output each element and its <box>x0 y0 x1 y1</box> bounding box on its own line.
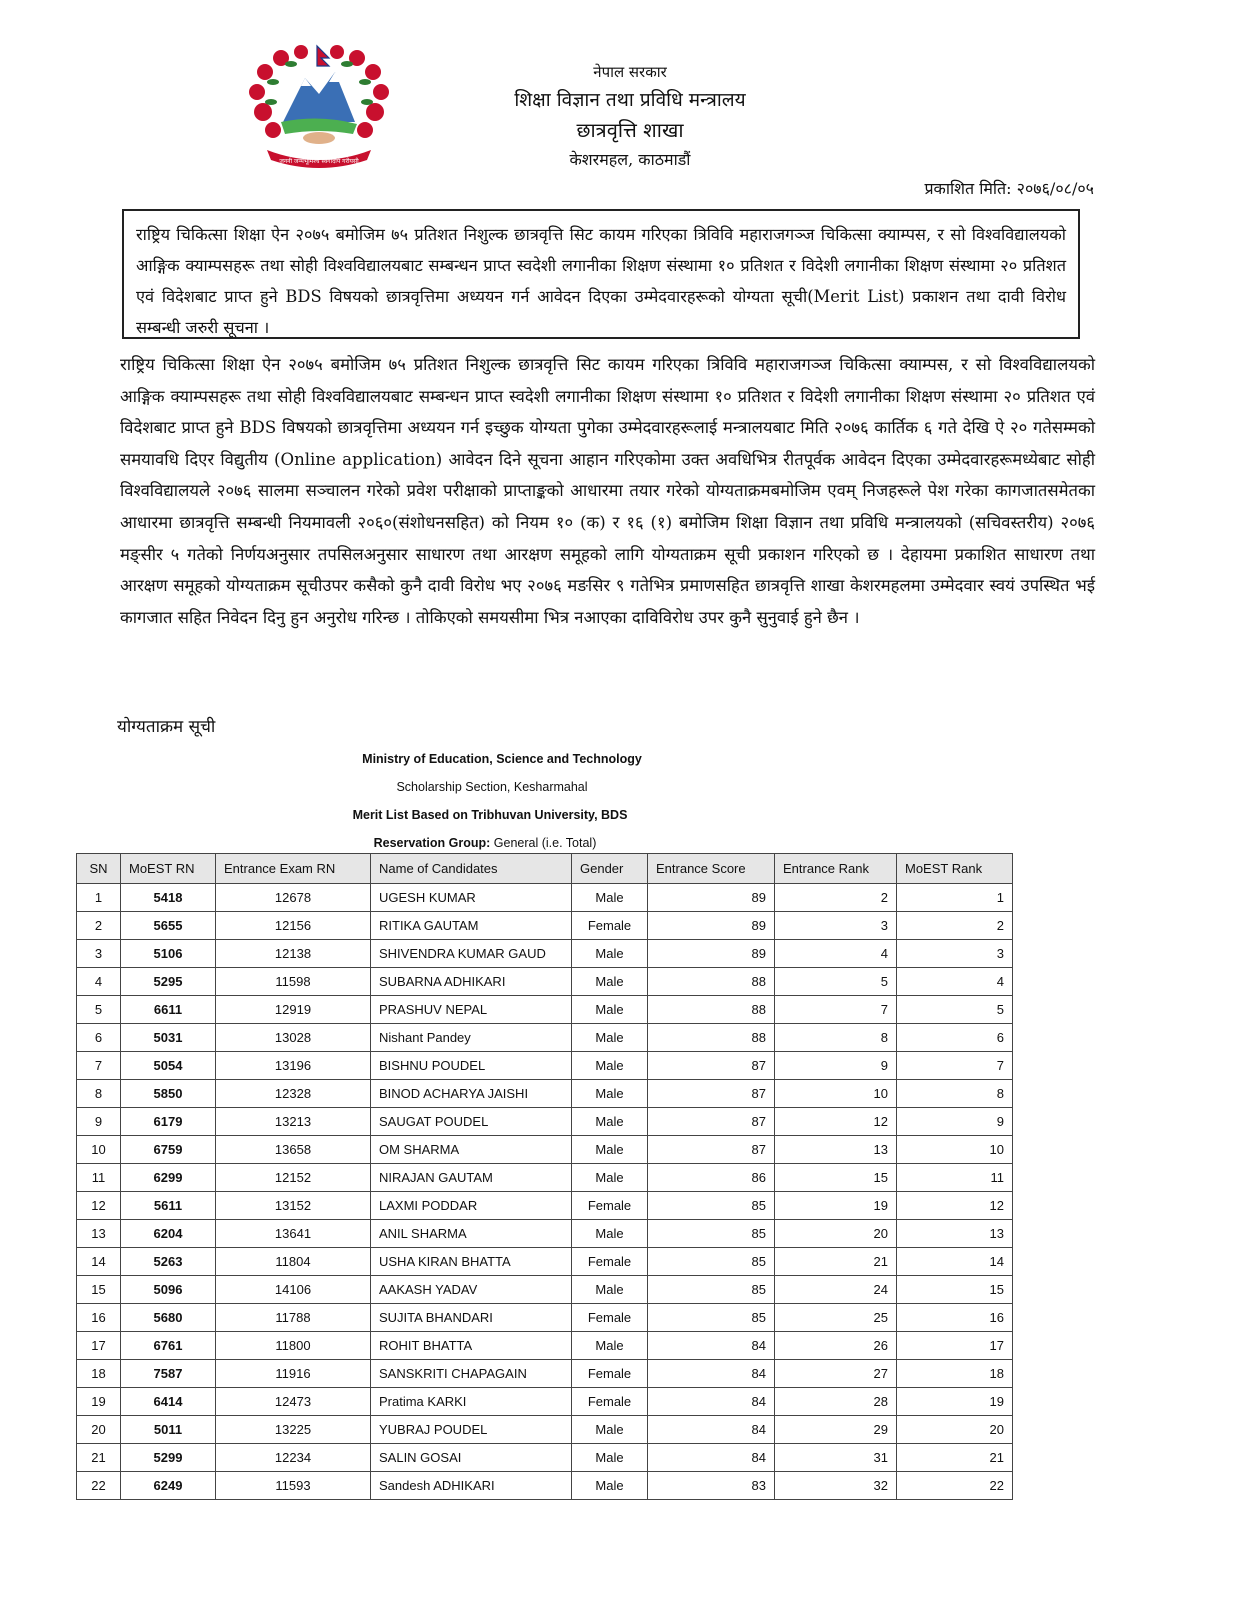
cell-gender: Female <box>572 1192 648 1220</box>
cell-score: 85 <box>648 1192 775 1220</box>
table-title: Merit List Based on Tribhuvan University, BDS <box>352 808 628 822</box>
cell-score: 85 <box>648 1276 775 1304</box>
col-moest-rank: MoEST Rank <box>897 854 1013 884</box>
cell-gender: Male <box>572 1332 648 1360</box>
cell-gender: Male <box>572 1052 648 1080</box>
cell-entrance-rank: 28 <box>775 1388 897 1416</box>
cell-entrance-rank: 2 <box>775 884 897 912</box>
cell-moest-rn: 6299 <box>121 1164 216 1192</box>
cell-score: 84 <box>648 1360 775 1388</box>
cell-name: SUJITA BHANDARI <box>371 1304 572 1332</box>
cell-name: RITIKA GAUTAM <box>371 912 572 940</box>
cell-gender: Female <box>572 1388 648 1416</box>
cell-gender: Male <box>572 1276 648 1304</box>
ministry-name: शिक्षा विज्ञान तथा प्रविधि मन्त्रालय <box>514 89 746 111</box>
table-row <box>77 1472 1013 1500</box>
cell-score: 85 <box>648 1220 775 1248</box>
cell-score: 84 <box>648 1332 775 1360</box>
cell-moest-rn: 6204 <box>121 1220 216 1248</box>
cell-moest-rn: 6611 <box>121 996 216 1024</box>
cell-score: 85 <box>648 1248 775 1276</box>
cell-moest-rank: 18 <box>897 1360 1013 1388</box>
cell-moest-rank: 14 <box>897 1248 1013 1276</box>
cell-name: BISHNU POUDEL <box>371 1052 572 1080</box>
table-row <box>77 940 1013 968</box>
cell-moest-rn: 6249 <box>121 1472 216 1500</box>
table-row <box>77 1192 1013 1220</box>
cell-name: LAXMI PODDAR <box>371 1192 572 1220</box>
cell-moest-rank: 19 <box>897 1388 1013 1416</box>
cell-entrance-rank: 20 <box>775 1220 897 1248</box>
nepal-emblem-icon <box>243 42 395 170</box>
cell-entrance-rank: 5 <box>775 968 897 996</box>
cell-moest-rank: 6 <box>897 1024 1013 1052</box>
cell-gender: Male <box>572 1164 648 1192</box>
cell-sn: 10 <box>77 1136 121 1164</box>
published-date: प्रकाशित मिति: २०७६/०८/०५ <box>924 179 1094 198</box>
cell-entrance-rn: 13213 <box>216 1108 371 1136</box>
col-score: Entrance Score <box>648 854 775 884</box>
cell-sn: 22 <box>77 1472 121 1500</box>
cell-moest-rank: 1 <box>897 884 1013 912</box>
cell-entrance-rn: 12473 <box>216 1388 371 1416</box>
cell-entrance-rn: 12156 <box>216 912 371 940</box>
cell-moest-rn: 7587 <box>121 1360 216 1388</box>
cell-gender: Male <box>572 1136 648 1164</box>
cell-moest-rn: 5031 <box>121 1024 216 1052</box>
cell-entrance-rn: 13152 <box>216 1192 371 1220</box>
cell-sn: 13 <box>77 1220 121 1248</box>
cell-entrance-rank: 24 <box>775 1276 897 1304</box>
table-row <box>77 1444 1013 1472</box>
cell-entrance-rn: 11916 <box>216 1360 371 1388</box>
cell-score: 88 <box>648 996 775 1024</box>
cell-gender: Male <box>572 996 648 1024</box>
table-row <box>77 1416 1013 1444</box>
cell-moest-rank: 12 <box>897 1192 1013 1220</box>
cell-sn: 12 <box>77 1192 121 1220</box>
cell-entrance-rank: 7 <box>775 996 897 1024</box>
cell-name: SAUGAT POUDEL <box>371 1108 572 1136</box>
cell-sn: 3 <box>77 940 121 968</box>
cell-gender: Male <box>572 884 648 912</box>
cell-entrance-rank: 10 <box>775 1080 897 1108</box>
table-row <box>77 1388 1013 1416</box>
cell-name: OM SHARMA <box>371 1136 572 1164</box>
cell-moest-rn: 5655 <box>121 912 216 940</box>
col-name: Name of Candidates <box>371 854 572 884</box>
cell-score: 84 <box>648 1388 775 1416</box>
cell-entrance-rn: 13225 <box>216 1416 371 1444</box>
cell-entrance-rank: 31 <box>775 1444 897 1472</box>
cell-name: ROHIT BHATTA <box>371 1332 572 1360</box>
cell-score: 88 <box>648 968 775 996</box>
notice-box <box>122 209 1080 339</box>
cell-entrance-rank: 13 <box>775 1136 897 1164</box>
cell-sn: 4 <box>77 968 121 996</box>
cell-sn: 9 <box>77 1108 121 1136</box>
cell-score: 84 <box>648 1444 775 1472</box>
cell-moest-rank: 21 <box>897 1444 1013 1472</box>
cell-gender: Male <box>572 1220 648 1248</box>
cell-sn: 1 <box>77 884 121 912</box>
cell-moest-rank: 10 <box>897 1136 1013 1164</box>
cell-moest-rank: 20 <box>897 1416 1013 1444</box>
cell-sn: 21 <box>77 1444 121 1472</box>
cell-entrance-rn: 13196 <box>216 1052 371 1080</box>
cell-moest-rank: 8 <box>897 1080 1013 1108</box>
cell-entrance-rn: 11598 <box>216 968 371 996</box>
cell-moest-rn: 5418 <box>121 884 216 912</box>
cell-entrance-rank: 19 <box>775 1192 897 1220</box>
cell-entrance-rn: 11788 <box>216 1304 371 1332</box>
cell-entrance-rn: 13658 <box>216 1136 371 1164</box>
cell-entrance-rn: 11593 <box>216 1472 371 1500</box>
col-entrance-rn: Entrance Exam RN <box>216 854 371 884</box>
cell-gender: Female <box>572 1248 648 1276</box>
cell-sn: 16 <box>77 1304 121 1332</box>
table-row <box>77 1248 1013 1276</box>
cell-sn: 15 <box>77 1276 121 1304</box>
cell-sn: 8 <box>77 1080 121 1108</box>
cell-name: PRASHUV NEPAL <box>371 996 572 1024</box>
col-gender: Gender <box>572 854 648 884</box>
cell-gender: Male <box>572 1080 648 1108</box>
cell-entrance-rn: 13641 <box>216 1220 371 1248</box>
cell-score: 86 <box>648 1164 775 1192</box>
notice-body-text: राष्ट्रिय चिकित्सा शिक्षा ऐन २०७५ बमोजिम ७५ प्रतिशत निशुल्क छात्रवृत्ति सिट कायम गरिएका त्रिविवि महाराजगञ्ज चिकित्सा क्याम्पस, र सो विश्वविद्यालयको आङ्गिक क्याम्पसहरू तथा सोही विश्वविद्यालयबाट सम्बन्धन प्राप्त स्वदेशी लगानीका शिक्षण संस्थामा १० प्रतिशत र विदेशी लगानीका शिक्षण संस्थामा २० प्रतिशत एवं विदेशबाट प्राप्त हुने BDS विषयको छात्रवृत्तिमा अध्ययन गर्न इच्छुक योग्यता पुगेका उम्मेदवारहरूलाई मन्त्रालयबाट मिति २०७६ कार्तिक ६ गते देखि ऐ २० गतेसम्मको समयावधि दिएर विद्युतीय (Online application) आवेदन दिने सूचना आहान गरिएकोमा उक्त अवधिभित्र रीतपूर्वक आवेदन दिएका उम्मेदवारहरूमध्येबाट सोही विश्वविद्यालयले २०७६ सालमा सञ्चालन गरेको प्रवेश परीक्षाको प्राप्ताङ्कको आधारमा तयार गरेको योग्यताक्रमबमोजिम एवम् निजहरूले पेश गरेका कागजातसमेतका आधारमा छात्रवृत्ति सम्बन्धी नियमावली २०६०(संशोधनसहित) को नियम १० (क) र १६ (१) बमोजिम शिक्षा विज्ञान तथा प्रविधि मन्त्रालयको (सचिवस्तरीय) २०७६ मङ्सीर ५ गतेको निर्णयअनुसार तपसिलअनुसार साधारण तथा आरक्षण समूहको लागि योग्यताक्रम सूची प्रकाशन गरिएको छ । देहायमा प्रकाशित साधारण तथा आरक्षण समूहको योग्यताक्रम सूचीउपर कसैको कुनै दावी विरोध भए २०७६ मङसिर ९ गतेभित्र प्रमाणसहित छात्रवृत्ति शाखा केशरमहलमा उम्मेदवार स्वयं उपस्थित भई कागजात सहित निवेदन दिनु हुन अनुरोध गरिन्छ । तोकिएको समयसीमा भित्र नआएका दाविविरोध उपर कुनै सुनुवाई हुने छैन । <box>120 355 1095 627</box>
cell-name: SANSKRITI CHAPAGAIN <box>371 1360 572 1388</box>
cell-entrance-rank: 27 <box>775 1360 897 1388</box>
cell-moest-rank: 7 <box>897 1052 1013 1080</box>
cell-gender: Male <box>572 1472 648 1500</box>
cell-gender: Male <box>572 1416 648 1444</box>
table-header-row <box>77 854 1013 884</box>
cell-name: Pratima KARKI <box>371 1388 572 1416</box>
merit-list-label: योग्यताक्रम सूची <box>117 717 216 737</box>
cell-entrance-rn: 12138 <box>216 940 371 968</box>
cell-moest-rank: 15 <box>897 1276 1013 1304</box>
cell-moest-rn: 5054 <box>121 1052 216 1080</box>
table-ministry: Ministry of Education, Science and Technology <box>362 752 642 766</box>
cell-name: USHA KIRAN BHATTA <box>371 1248 572 1276</box>
table-row <box>77 912 1013 940</box>
cell-moest-rank: 5 <box>897 996 1013 1024</box>
col-moest-rn: MoEST RN <box>121 854 216 884</box>
cell-moest-rank: 3 <box>897 940 1013 968</box>
cell-sn: 14 <box>77 1248 121 1276</box>
cell-sn: 11 <box>77 1164 121 1192</box>
cell-score: 83 <box>648 1472 775 1500</box>
cell-entrance-rank: 9 <box>775 1052 897 1080</box>
table-row <box>77 884 1013 912</box>
cell-sn: 20 <box>77 1416 121 1444</box>
cell-entrance-rank: 26 <box>775 1332 897 1360</box>
table-row <box>77 968 1013 996</box>
cell-entrance-rn: 12678 <box>216 884 371 912</box>
cell-moest-rn: 6761 <box>121 1332 216 1360</box>
cell-gender: Male <box>572 1444 648 1472</box>
cell-moest-rn: 5096 <box>121 1276 216 1304</box>
cell-moest-rn: 5263 <box>121 1248 216 1276</box>
cell-sn: 17 <box>77 1332 121 1360</box>
cell-score: 84 <box>648 1416 775 1444</box>
cell-moest-rank: 4 <box>897 968 1013 996</box>
cell-moest-rank: 17 <box>897 1332 1013 1360</box>
cell-score: 89 <box>648 912 775 940</box>
table-row <box>77 1024 1013 1052</box>
reservation-group-label: Reservation Group: <box>373 836 491 850</box>
cell-gender: Female <box>572 1304 648 1332</box>
cell-moest-rn: 5611 <box>121 1192 216 1220</box>
cell-entrance-rank: 29 <box>775 1416 897 1444</box>
cell-moest-rank: 2 <box>897 912 1013 940</box>
cell-name: Sandesh ADHIKARI <box>371 1472 572 1500</box>
cell-sn: 2 <box>77 912 121 940</box>
cell-entrance-rn: 11804 <box>216 1248 371 1276</box>
notice-body <box>120 349 1095 633</box>
table-row <box>77 1108 1013 1136</box>
cell-moest-rn: 5011 <box>121 1416 216 1444</box>
notice-title: राष्ट्रिय चिकित्सा शिक्षा ऐन २०७५ बमोजिम ७५ प्रतिशत निशुल्क छात्रवृत्ति सिट कायम गरिएका त्रिविवि महाराजगञ्ज चिकित्सा क्याम्पस, र सो विश्वविद्यालयको आङ्गिक क्याम्पसहरू तथा सोही विश्वविद्यालयबाट सम्बन्धन प्राप्त स्वदेशी लगानीका शिक्षण संस्थामा १० प्रतिशत र विदेशी लगानीका शिक्षण संस्थामा २० प्रतिशत एवं विदेशबाट प्राप्त हुने BDS विषयको छात्रवृत्तिमा अध्ययन गर्न आवेदन दिएका उम्मेदवारहरूको योग्यता सूची(Merit List) प्रकाशन तथा दावी विरोध सम्बन्धी जरुरी सूचना । <box>136 225 1066 337</box>
cell-moest-rn: 5299 <box>121 1444 216 1472</box>
cell-entrance-rank: 21 <box>775 1248 897 1276</box>
cell-moest-rank: 11 <box>897 1164 1013 1192</box>
cell-score: 87 <box>648 1080 775 1108</box>
cell-name: UGESH KUMAR <box>371 884 572 912</box>
cell-score: 89 <box>648 940 775 968</box>
cell-moest-rank: 13 <box>897 1220 1013 1248</box>
cell-name: YUBRAJ POUDEL <box>371 1416 572 1444</box>
cell-entrance-rank: 15 <box>775 1164 897 1192</box>
cell-entrance-rn: 12919 <box>216 996 371 1024</box>
cell-sn: 7 <box>77 1052 121 1080</box>
cell-moest-rn: 6179 <box>121 1108 216 1136</box>
cell-moest-rn: 5295 <box>121 968 216 996</box>
cell-entrance-rn: 14106 <box>216 1276 371 1304</box>
cell-score: 89 <box>648 884 775 912</box>
reservation-group-value: General (i.e. Total) <box>490 836 597 850</box>
table-row <box>77 1332 1013 1360</box>
govt-label: नेपाल सरकार <box>593 63 667 81</box>
table-section: Scholarship Section, Kesharmahal <box>396 780 588 794</box>
cell-gender: Female <box>572 1360 648 1388</box>
table-row <box>77 1360 1013 1388</box>
cell-name: AAKASH YADAV <box>371 1276 572 1304</box>
cell-gender: Male <box>572 940 648 968</box>
cell-moest-rank: 22 <box>897 1472 1013 1500</box>
cell-score: 85 <box>648 1304 775 1332</box>
cell-gender: Male <box>572 1024 648 1052</box>
cell-entrance-rank: 8 <box>775 1024 897 1052</box>
cell-moest-rn: 5106 <box>121 940 216 968</box>
cell-name: BINOD ACHARYA JAISHI <box>371 1080 572 1108</box>
cell-gender: Female <box>572 912 648 940</box>
cell-score: 88 <box>648 1024 775 1052</box>
cell-name: SUBARNA ADHIKARI <box>371 968 572 996</box>
cell-gender: Male <box>572 968 648 996</box>
cell-entrance-rank: 32 <box>775 1472 897 1500</box>
cell-name: SHIVENDRA KUMAR GAUD <box>371 940 572 968</box>
table-body <box>77 884 1013 1500</box>
cell-score: 87 <box>648 1136 775 1164</box>
address: केशरमहल, काठमाडौं <box>569 150 691 169</box>
section-name: छात्रवृत्ति शाखा <box>576 118 684 142</box>
cell-entrance-rank: 4 <box>775 940 897 968</box>
cell-score: 87 <box>648 1108 775 1136</box>
cell-moest-rank: 9 <box>897 1108 1013 1136</box>
cell-name: Nishant Pandey <box>371 1024 572 1052</box>
cell-entrance-rn: 12234 <box>216 1444 371 1472</box>
cell-moest-rn: 6414 <box>121 1388 216 1416</box>
table-row <box>77 996 1013 1024</box>
cell-entrance-rank: 25 <box>775 1304 897 1332</box>
cell-sn: 19 <box>77 1388 121 1416</box>
cell-entrance-rn: 12152 <box>216 1164 371 1192</box>
cell-entrance-rank: 3 <box>775 912 897 940</box>
table-row <box>77 1164 1013 1192</box>
col-sn: SN <box>77 854 121 884</box>
table-row <box>77 1052 1013 1080</box>
table-row <box>77 1080 1013 1108</box>
cell-moest-rn: 6759 <box>121 1136 216 1164</box>
table-row <box>77 1220 1013 1248</box>
merit-table <box>76 853 1013 1500</box>
cell-sn: 18 <box>77 1360 121 1388</box>
cell-moest-rank: 16 <box>897 1304 1013 1332</box>
table-row <box>77 1304 1013 1332</box>
cell-entrance-rn: 11800 <box>216 1332 371 1360</box>
cell-name: NIRAJAN GAUTAM <box>371 1164 572 1192</box>
cell-moest-rn: 5850 <box>121 1080 216 1108</box>
cell-entrance-rank: 12 <box>775 1108 897 1136</box>
cell-score: 87 <box>648 1052 775 1080</box>
cell-name: ANIL SHARMA <box>371 1220 572 1248</box>
cell-name: SALIN GOSAI <box>371 1444 572 1472</box>
cell-gender: Male <box>572 1108 648 1136</box>
cell-sn: 5 <box>77 996 121 1024</box>
table-row <box>77 1136 1013 1164</box>
cell-entrance-rn: 13028 <box>216 1024 371 1052</box>
cell-sn: 6 <box>77 1024 121 1052</box>
cell-entrance-rn: 12328 <box>216 1080 371 1108</box>
cell-moest-rn: 5680 <box>121 1304 216 1332</box>
table-row <box>77 1276 1013 1304</box>
emblem-motto: जननी जन्मभूमिश्च स्वर्गादपि गरीयसी <box>279 158 359 165</box>
reservation-group <box>305 836 665 850</box>
col-entrance-rank: Entrance Rank <box>775 854 897 884</box>
